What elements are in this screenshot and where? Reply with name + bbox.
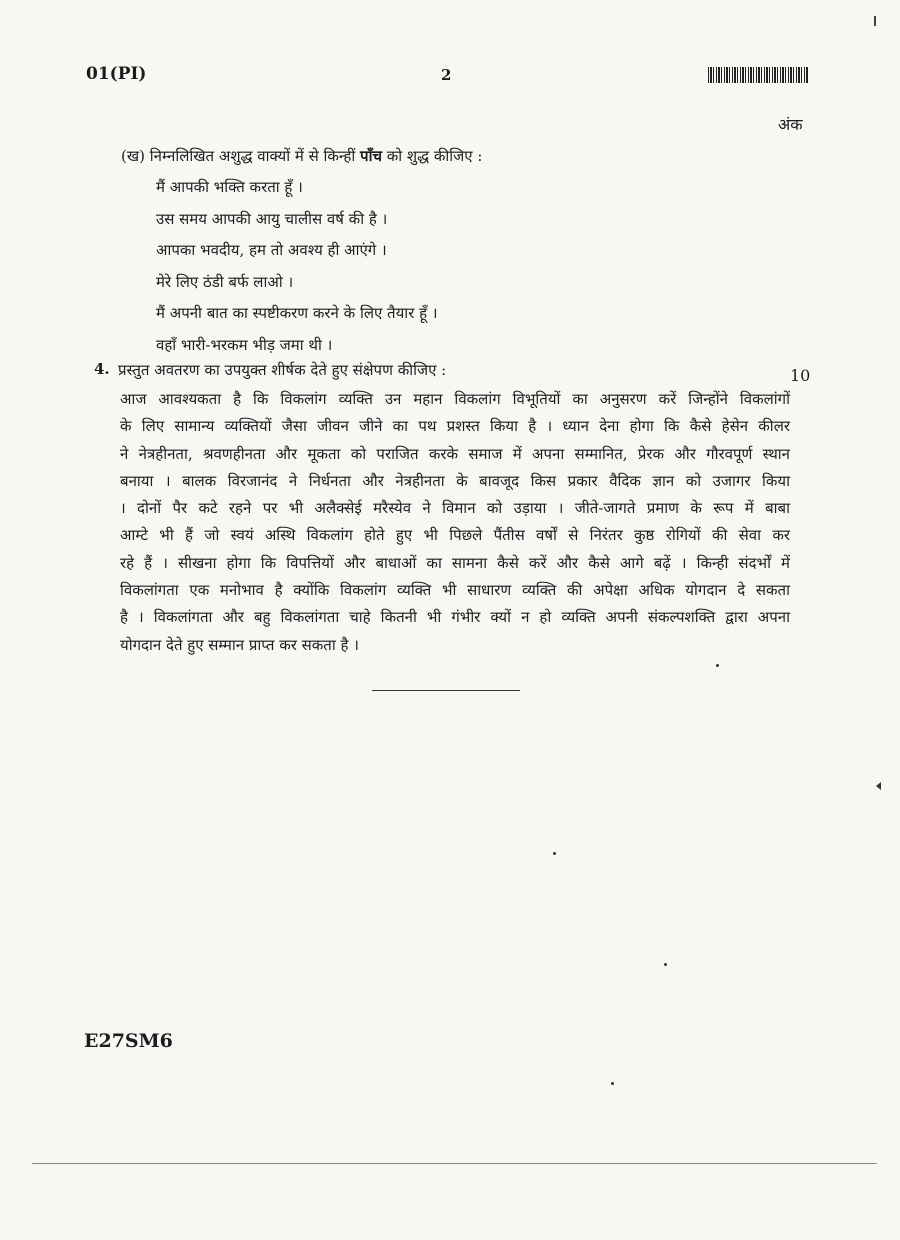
passage-line: के लिए सामान्य व्यक्तियों जैसा जीवन जीने का पथ प्रशस्त किया है । ध्यान देना होगा कि कैसे हेसेन कीलर: [120, 417, 790, 436]
passage-line: योगदान देते हुए सम्मान प्राप्त कर सकता है ।: [120, 635, 359, 654]
sentence-item: मेरे लिए ठंडी बर्फ लाओ ।: [156, 272, 294, 291]
scan-speck: [716, 664, 719, 667]
paper-id-footer: E27SM6: [84, 1030, 173, 1052]
passage-line: आम्टे भी हैं जो स्वयं अस्थि विकलांग होते हुए भी पिछले पैंतीस वर्षों से निरंतर कुष्ठ रोगियों की सेवा कर: [120, 526, 790, 545]
scan-speck: [611, 1082, 614, 1085]
passage-line: है । विकलांगता और बहु विकलांगता चाहे कितनी भी गंभीर क्यों न हो व्यक्ति अपनी संकल्पशक्ति द्वारा अपना: [120, 608, 790, 627]
question-kh-emphasis: पाँच: [360, 147, 382, 165]
scan-speck: [664, 963, 667, 966]
question-4-number: 4.: [94, 360, 110, 378]
question-kh-suffix: को शुद्ध कीजिए :: [381, 147, 483, 165]
question-kh-heading: [121, 146, 482, 166]
paper-code: 01(PI): [86, 64, 147, 84]
passage-line: ने नेत्रहीनता, श्रवणहीनता और मूकता को पराजित करके समाज में अपना सम्मानित, प्रेरक और गौरवपूर्ण स्थान: [120, 444, 790, 463]
sentence-item: उस समय आपकी आयु चालीस वर्ष की है ।: [156, 209, 388, 228]
end-of-question-rule: [372, 690, 520, 691]
sentence-item: आपका भवदीय, हम तो अवश्य ही आएंगे ।: [156, 241, 387, 259]
sentence-item: मैं अपनी बात का स्पष्टीकरण करने के लिए तैयार हूँ ।: [156, 304, 438, 322]
scan-speck: [553, 852, 556, 855]
passage-line: आज आवश्यकता है कि विकलांग व्यक्ति उन महान विकलांग विभूतियों का अनुसरण करें जिन्होंने विकलांगों: [120, 390, 790, 408]
question-4-instruction: प्रस्तुत अवतरण का उपयुक्त शीर्षक देते हुए संक्षेपण कीजिए :: [118, 361, 447, 379]
passage-line: विकलांगता एक मनोभाव है क्योंकि विकलांग व्यक्ति भी साधारण व्यक्ति की अपेक्षा अधिक योगदान दे सकता: [120, 581, 790, 600]
passage-line: । दोनों पैर कटे रहने पर भी अलैक्सेई मरैस्येव ने विमान को उड़ाया । जीते-जागते प्रमाण के रूप में बाबा: [120, 499, 790, 518]
sentence-item: मैं आपकी भक्ति करता हूँ ।: [156, 178, 303, 196]
incorrect-sentence-list: [156, 172, 438, 361]
scan-edge-mark: [876, 782, 881, 790]
question-4-marks: 10: [790, 366, 811, 385]
passage-line: बनाया । बालक विरजानंद ने निर्धनता और नेत्रहीनता के बावजूद किस प्रकार वैदिक ज्ञान को उजागर किया: [120, 471, 790, 490]
page-number: 2: [441, 66, 452, 84]
barcode: [708, 67, 808, 83]
passage-line: रहे हैं । सीखना होगा कि विपत्तियों और बाधाओं का सामना कैसे करें और कैसे आगे बढ़ें । किन्ही संदर्भों में: [120, 553, 790, 572]
scan-edge-mark: [874, 16, 876, 26]
bottom-rule: [32, 1163, 877, 1164]
question-4-passage: [120, 386, 790, 659]
question-kh-prefix: (ख) निम्नलिखित अशुद्ध वाक्यों में से किन्हीं: [121, 147, 361, 165]
marks-column-label: अंक: [778, 115, 803, 134]
sentence-item: वहाँ भारी-भरकम भीड़ जमा थी ।: [156, 335, 333, 354]
